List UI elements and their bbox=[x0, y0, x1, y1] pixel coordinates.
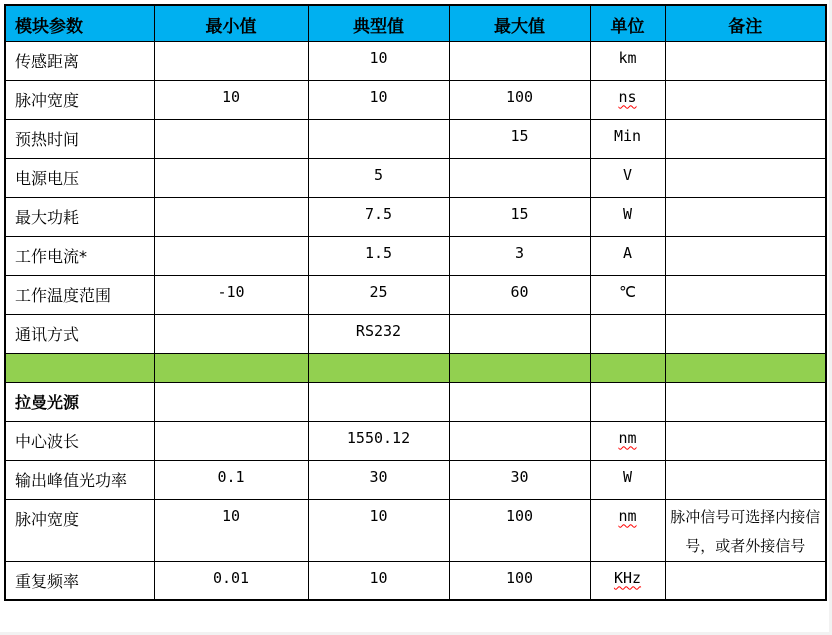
cell-unit: A bbox=[590, 236, 665, 275]
cell-note bbox=[665, 382, 826, 421]
table-row bbox=[5, 41, 826, 80]
cell-min bbox=[154, 197, 308, 236]
table-row bbox=[5, 314, 826, 353]
separator-row bbox=[5, 353, 826, 382]
cell-param: 工作电流* bbox=[5, 236, 154, 275]
cell-note bbox=[665, 421, 826, 460]
cell-min: 10 bbox=[154, 80, 308, 119]
cell-max: 100 bbox=[449, 80, 590, 119]
cell-unit: ℃ bbox=[590, 275, 665, 314]
cell-min bbox=[154, 236, 308, 275]
cell-unit: km bbox=[590, 41, 665, 80]
cell-max: 15 bbox=[449, 119, 590, 158]
cell-note bbox=[665, 197, 826, 236]
table-row bbox=[5, 197, 826, 236]
table-row bbox=[5, 275, 826, 314]
table-row bbox=[5, 236, 826, 275]
cell-max: 100 bbox=[449, 561, 590, 600]
table-row bbox=[5, 158, 826, 197]
cell-unit: W bbox=[590, 460, 665, 499]
cell-note bbox=[665, 41, 826, 80]
cell-param: 电源电压 bbox=[5, 158, 154, 197]
cell-max: 30 bbox=[449, 460, 590, 499]
cell-unit bbox=[590, 499, 665, 561]
cell-param: 传感距离 bbox=[5, 41, 154, 80]
cell-param: 中心波长 bbox=[5, 421, 154, 460]
cell-min: -10 bbox=[154, 275, 308, 314]
column-header-typ: 典型值 bbox=[308, 5, 449, 41]
cell-typ bbox=[308, 382, 449, 421]
cell-note bbox=[665, 158, 826, 197]
cell-typ: 10 bbox=[308, 499, 449, 561]
misspelled-unit-text: ns bbox=[618, 87, 637, 106]
cell-unit bbox=[590, 382, 665, 421]
cell-note bbox=[665, 314, 826, 353]
cell-typ: 30 bbox=[308, 460, 449, 499]
cell-typ: 10 bbox=[308, 41, 449, 80]
column-header-param: 模块参数 bbox=[5, 5, 154, 41]
cell-max bbox=[449, 382, 590, 421]
module-parameters-table bbox=[4, 4, 827, 601]
cell-param: 拉曼光源 bbox=[5, 382, 154, 421]
cell-unit bbox=[590, 421, 665, 460]
table-row bbox=[5, 561, 826, 600]
cell-min bbox=[154, 353, 308, 382]
cell-max: 60 bbox=[449, 275, 590, 314]
cell-unit bbox=[590, 314, 665, 353]
cell-unit: W bbox=[590, 197, 665, 236]
cell-min bbox=[154, 421, 308, 460]
misspelled-unit-text: nm bbox=[618, 506, 637, 525]
cell-typ: 1.5 bbox=[308, 236, 449, 275]
cell-unit: V bbox=[590, 158, 665, 197]
cell-unit bbox=[590, 561, 665, 600]
cell-min bbox=[154, 158, 308, 197]
cell-max bbox=[449, 421, 590, 460]
column-header-min: 最小值 bbox=[154, 5, 308, 41]
cell-min bbox=[154, 314, 308, 353]
cell-note bbox=[665, 119, 826, 158]
cell-min: 0.01 bbox=[154, 561, 308, 600]
cell-typ: 7.5 bbox=[308, 197, 449, 236]
cell-param: 重复频率 bbox=[5, 561, 154, 600]
cell-param: 最大功耗 bbox=[5, 197, 154, 236]
misspelled-unit-text: nm bbox=[618, 428, 637, 447]
cell-max bbox=[449, 41, 590, 80]
cell-param: 工作温度范围 bbox=[5, 275, 154, 314]
column-header-note: 备注 bbox=[665, 5, 826, 41]
cell-param bbox=[5, 353, 154, 382]
table-row bbox=[5, 80, 826, 119]
cell-min bbox=[154, 119, 308, 158]
cell-param: 通讯方式 bbox=[5, 314, 154, 353]
cell-param: 脉冲宽度 bbox=[5, 80, 154, 119]
cell-typ: 10 bbox=[308, 80, 449, 119]
column-header-max: 最大值 bbox=[449, 5, 590, 41]
cell-max bbox=[449, 314, 590, 353]
cell-param: 预热时间 bbox=[5, 119, 154, 158]
cell-min bbox=[154, 382, 308, 421]
cell-min: 0.1 bbox=[154, 460, 308, 499]
cell-note bbox=[665, 275, 826, 314]
cell-max: 15 bbox=[449, 197, 590, 236]
cell-note bbox=[665, 561, 826, 600]
cell-unit: Min bbox=[590, 119, 665, 158]
cell-max bbox=[449, 158, 590, 197]
table-row bbox=[5, 460, 826, 499]
table-row bbox=[5, 382, 826, 421]
cell-unit bbox=[590, 80, 665, 119]
cell-unit bbox=[590, 353, 665, 382]
cell-typ bbox=[308, 119, 449, 158]
cell-min: 10 bbox=[154, 499, 308, 561]
cell-max: 100 bbox=[449, 499, 590, 561]
cell-note bbox=[665, 80, 826, 119]
header-row bbox=[5, 5, 826, 41]
cell-max: 3 bbox=[449, 236, 590, 275]
cell-typ bbox=[308, 353, 449, 382]
cell-param: 脉冲宽度 bbox=[5, 499, 154, 561]
table-body bbox=[5, 41, 826, 600]
cell-typ: 5 bbox=[308, 158, 449, 197]
cell-typ: 1550.12 bbox=[308, 421, 449, 460]
cell-note bbox=[665, 236, 826, 275]
cell-typ: 25 bbox=[308, 275, 449, 314]
cell-note: 脉冲信号可选择内接信号，或者外接信号 bbox=[665, 499, 826, 561]
cell-typ: 10 bbox=[308, 561, 449, 600]
table-row bbox=[5, 499, 826, 561]
cell-typ: RS232 bbox=[308, 314, 449, 353]
misspelled-unit-text: KHz bbox=[613, 568, 642, 587]
column-header-unit: 单位 bbox=[590, 5, 665, 41]
cell-max bbox=[449, 353, 590, 382]
table-row bbox=[5, 119, 826, 158]
cell-min bbox=[154, 41, 308, 80]
cell-note bbox=[665, 353, 826, 382]
cell-note bbox=[665, 460, 826, 499]
table-row bbox=[5, 421, 826, 460]
cell-param: 输出峰值光功率 bbox=[5, 460, 154, 499]
